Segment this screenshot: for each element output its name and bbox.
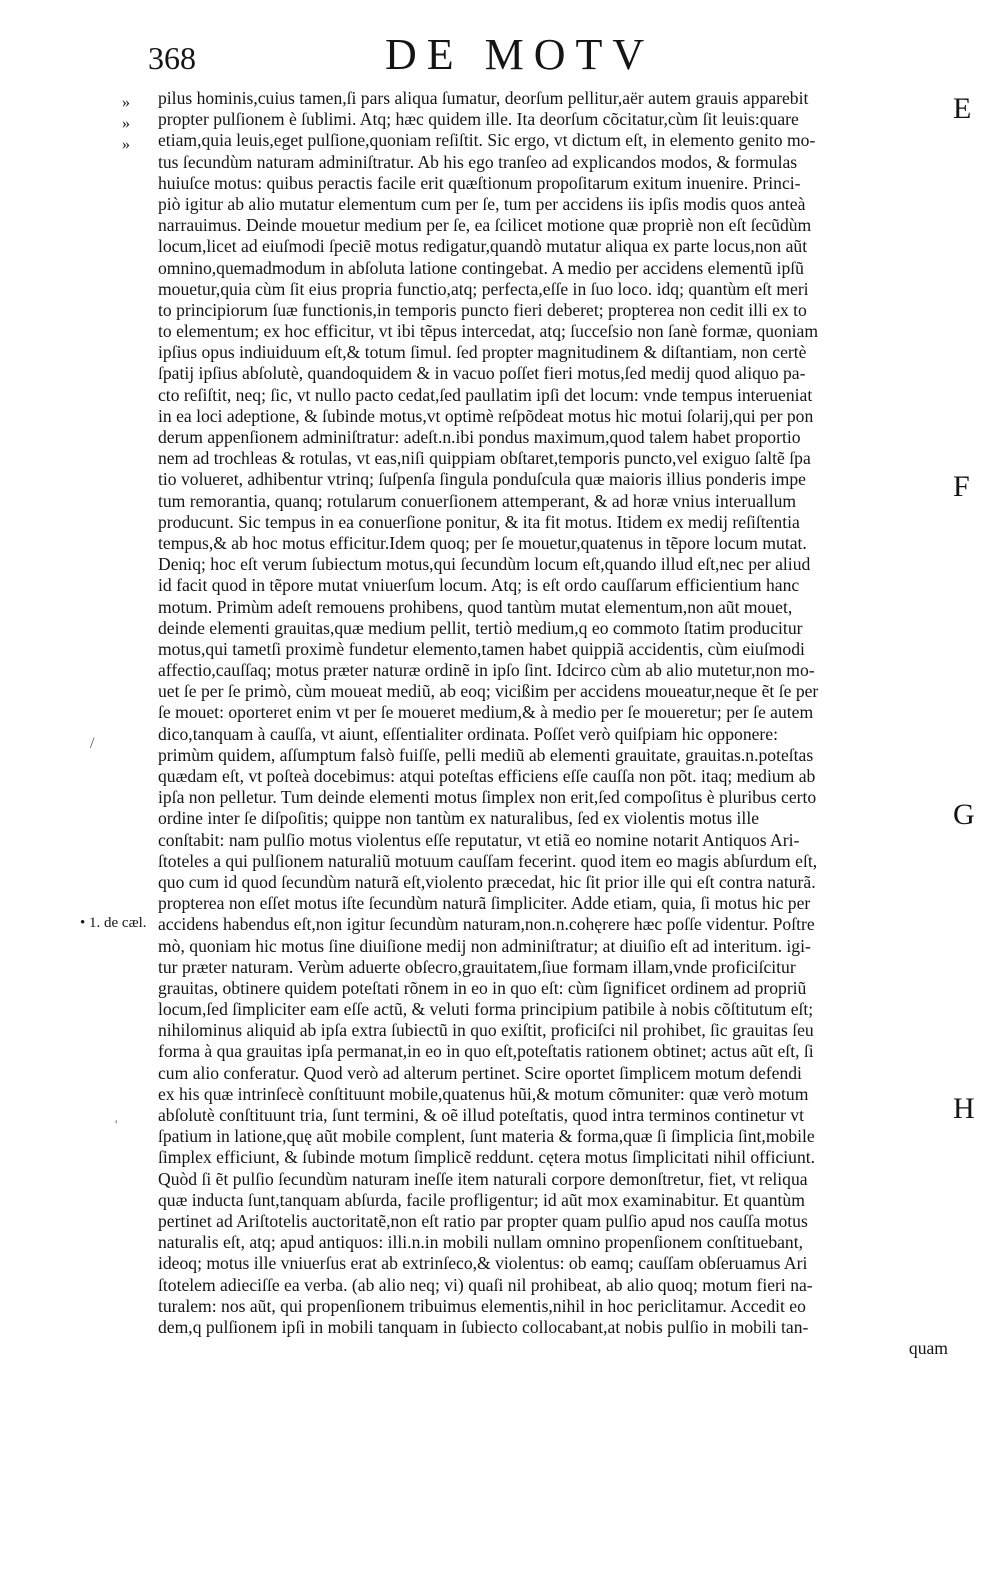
text-line: nihilominus aliquid ab ipſa extra ſubiectũ in quo exiſtit, proficiſci nil prohibet, ſic grauitas ſeu: [158, 1020, 814, 1041]
text-line: nem ad trochleas & rotulas, vt eas,niſi quippiam obſtaret,temporis puncto,vel exiguo ſaltẽ ſpa: [158, 448, 811, 469]
text-line: motus,qui tametſi proximè fundetur elemento,tamen habet quippiã accidentis, cùm eiuſmodi: [158, 638, 805, 659]
text-line: pilus hominis,cuius tamen,ſi pars aliqua ſumatur, deorſum pellitur,aër autem grauis apparebit: [158, 88, 809, 108]
text-line: tempus,& ab hoc motus efficitur.Idem quoq; per ſe mouetur,quatenus in tẽpore locum mutat.: [158, 532, 807, 553]
text-line: primùm quidem, aſſumptum falsò fuiſſe, pelli mediũ ab elementi grauitate, grauitas.n.poteſtas: [158, 744, 814, 765]
text-line: in ea loci adeptione, & ſubinde motus,vt optimè reſpõdeat motus hic motui ſolarij,qui per pon: [158, 405, 814, 426]
text-line: forma à qua grauitas ipſa permanat,in eo in quo eſt,poteſtatis rationem obtinet; actus aũt eſt, ſi: [158, 1041, 814, 1062]
text-line: Quòd ſi ẽt pulſio ſecundùm naturam ineſſe item naturali corpore demonſtretur, fiet, vt reliqua: [158, 1168, 808, 1189]
margin-letter-g: G: [953, 798, 975, 831]
text-line: turalem: nos aũt, qui propenſionem tribuimus elementis,nihil in hoc periclitamur. Accedit eo: [158, 1295, 806, 1316]
margin-letter-e: E: [953, 92, 972, 125]
text-line: id facit quod in tẽpore mutat vniuerſum locum. Atq; is eſt ordo cauſſarum efficientium hanc: [158, 575, 800, 596]
text-line: abſolutè conſtituunt tria, ſunt termini, & oẽ illud poteſtatis, quod intra terminos continetur vt: [158, 1105, 804, 1125]
text-line: narrauimus. Deinde mouetur medium per ſe, ea ſcilicet motione quæ propriè non eſt ſecũdùm: [158, 215, 812, 236]
margin-letter-f: F: [953, 470, 970, 503]
margin-note: • 1. de cæl.: [80, 915, 147, 931]
text-line: ſtoteles a qui pulſionem naturaliũ motuum cauſſam fecerint. quod item eo magis abſurdum eſt,: [158, 850, 818, 871]
text-line: piò igitur ab alio mutatur elementum cum per ſe, tum per accidens iis ipſis modis quos anteà: [158, 193, 806, 214]
margin-letter-h: H: [953, 1092, 975, 1125]
text-line: ſpatij ipſius abſolutè, quandoquidem & in vacuo poſſet fieri motus,ſed medij quod aliquo pa-: [158, 363, 806, 384]
text-line: tio volueret, adhibentur vtrinq; ſuſpenſa ſingula ponduſcula quæ maioris illius ponderis impe: [158, 469, 806, 490]
text-line: tur præter naturam. Verùm aduerte obſecro,grauitatem,ſiue formam illam,vnde proficiſcitur: [158, 956, 796, 977]
text-line: ſe mouet: oporteret enim vt per ſe moueret medium,& à medio per ſe moueretur; per ſe autem: [158, 702, 814, 723]
text-line: tus ſecundùm naturam adminiſtratur. Ab his ego tranſeo ad explicandos modos, & formulas: [158, 151, 798, 172]
text-line: uet ſe per ſe primò, cùm moueat mediũ, ab eoq; vicißim per accidens moueatur,neque ẽt ſe per: [158, 681, 819, 702]
text-line: to principiorum ſuæ functionis,in temporis puncto fieri deberet; propterea non cedit illi ex to: [158, 299, 807, 320]
text-line: deinde elementi grauitas,quæ medium pellit, tertiò medium,q eo commoto ſtatim producitur: [158, 617, 803, 638]
text-line: to elementum; ex hoc efficitur, vt ibi tẽpus intercedat, atq; ſucceſsio non ſanè formæ, quoniam: [158, 321, 819, 342]
text-line: ſtotelem adieciſſe ea verba. (ab alio neq; vi) quaſi nil prohibeat, ab alio quoq; motum fieri na-: [158, 1274, 813, 1295]
text-line: propter pulſionem è ſublimi. Atq; hæc quidem ille. Ita deorſum cõcitatur,cùm ſit leuis:quare: [158, 109, 799, 130]
text-line: tum remorantia, quanq; rotularum conuerſionem attemperant, & ad horæ vnius interuallum: [158, 490, 797, 511]
text-line: etiam,quia leuis,eget pulſione,quoniam reſiſtit. Sic ergo, vt dictum eſt, in elemento genito mo-: [158, 130, 816, 151]
text-line: propterea non eſſet motus iſte ſecundùm naturã ſimpliciter. Adde etiam, quia, ſi motus hic per: [158, 893, 811, 914]
text-line: quæ inducta ſunt,tanquam abſurda, facile profligentur; id aũt mox examinabitur. Et quantùm: [158, 1189, 805, 1210]
text-line: ideoq; motus ille vniuerſus erat ab extrinſeco,& violentus: ob eamq; cauſſam obſeruamus Ari: [158, 1253, 808, 1274]
main-text-block: [158, 88, 948, 1359]
text-line: ipſa non pelletur. Tum deinde elementi motus ſimplex non erit,ſed compoſitus è pluribus certo: [158, 787, 817, 808]
text-line: locum,licet ad eiuſmodi ſpeciẽ motus redigatur,quandò mutatur aliqua ex parte locus,non aũt: [158, 236, 808, 257]
text-line: mouetur,quia cùm ſit eius propria functio,atq; perfecta,eſſe in ſuo loco. idq; quantùm eſt meri: [158, 278, 809, 299]
text-line: ipſius opus indiuiduum eſt,& totum ſimul. ſed propter magnitudinem & diſtantiam, non certè: [158, 342, 807, 363]
margin-quote-mark: »: [122, 136, 130, 153]
margin-mark: /: [90, 735, 95, 752]
text-line: cum alio conferatur. Quod verò ad alterum pertinet. Scire oportet ſimplicem motum defendi: [158, 1062, 802, 1083]
text-line: Deniq; hoc eſt verum ſubiectum motus,qui ſecundùm locum eſt,quando illud eſt,nec per aliud: [158, 554, 811, 575]
text-line: conſtabit: nam pulſio motus violentus eſſe reputatur, vt etiã eo nomine notarit Antiquos Ari-: [158, 829, 800, 850]
text-line: ex his quæ intrinſecè conſtituunt mobile,quatenus hũi,& motum cõmuniter: quæ verò motum: [158, 1083, 809, 1104]
text-line: affectio,cauſſaq; motus præter naturæ ordinẽ in ipſo ſint. Idcirco cùm ab alio mutetur,non mo-: [158, 660, 815, 681]
running-head: DE MOTV: [385, 30, 655, 79]
margin-quote-mark: »: [122, 94, 130, 111]
text-line: grauitas, obtinere quidem poteſtati rõnem in eo in quo eſt: cùm ſignificet ordinem ad propriũ: [158, 977, 807, 998]
text-line: locum,ſed ſimpliciter eam eſſe actũ, & veluti forma principium patibile à nobis cõſtitutum eſt;: [158, 999, 814, 1020]
text-line: pertinet ad Ariſtotelis auctoritatẽ,non eſt ratio par propter quam pulſio apud nos cauſſa motus: [158, 1210, 808, 1231]
text-line: dico,tanquam à cauſſa, vt aiunt, eſſentialiter ordinata. Poſſet verò quiſpiam hic opponere:: [158, 723, 778, 744]
margin-mark: ': [115, 1117, 118, 1132]
text-line: quo cum id quod ſecundùm naturã eſt,violento præcedat, hic ſit prior ille qui eſt contra naturã.: [158, 871, 816, 892]
text-line: accidens habendus eſt,non igitur ſecundùm naturam,non.n.cohęrere hæc poſſe videntur. Poſtre: [158, 914, 815, 935]
text-line: cto reſiſtit, neq; ſic, vt nullo pacto cedat,ſed paullatim ipſi det locum: vnde tempus interueniat: [158, 384, 813, 405]
margin-quote-mark: »: [122, 115, 130, 132]
text-line: naturalis eſt, atq; apud antiquos: illi.n.in mobili nullam omnino propenſionem conſtituebant,: [158, 1232, 804, 1253]
text-line: ordine inter ſe diſpoſitis; quippe non tantùm ex naturalibus, ſed ex violentis motus ille: [158, 808, 760, 829]
text-line: motum. Primùm adeſt remouens prohibens, quod tantùm mutat elementum,non aũt mouet,: [158, 596, 793, 617]
text-line: ſimplex efficiunt, & ſubinde motum ſimplicẽ reddunt. cętera motus ſimplicitati nihil officiunt.: [158, 1147, 816, 1168]
text-line: omnino,quemadmodum in abſoluta latione contingebat. A medio per accidens elementũ ipſũ: [158, 257, 804, 278]
text-line: dem,q pulſionem ipſi in mobili tanquam in ſubiecto collocabant,at nobis pulſio in mobili tan-: [158, 1316, 809, 1337]
text-line: mò, quoniam hic motus ſine diuiſione medij non adminiſtratur; at diuiſio eſt ad interitum. igi-: [158, 935, 811, 956]
text-line: derum appenſionem adminiſtratur: adeſt.n.ibi pondus maximum,quod talem habet proportio: [158, 427, 801, 447]
text-line: huiuſce motus: quibus peractis facile erit quæſtionum propoſitarum exitum inuenire. Princi-: [158, 172, 801, 193]
text-line: producunt. Sic tempus in ea conuerſione ponitur, & ita fit motus. Itidem ex medij reſiſtentia: [158, 511, 800, 532]
text-line: quædam eſt, vt poſteà docebimus: atqui poteſtas efficiens eſſe cauſſa non põt. itaq; medium ab: [158, 766, 816, 786]
text-line: ſpatium in latione,quę aũt mobile complent, ſunt materia & forma,quæ ſi ſimplicia ſint,mobile: [158, 1126, 815, 1147]
catchword: quam: [908, 1338, 948, 1359]
page-number: 368: [148, 40, 196, 76]
